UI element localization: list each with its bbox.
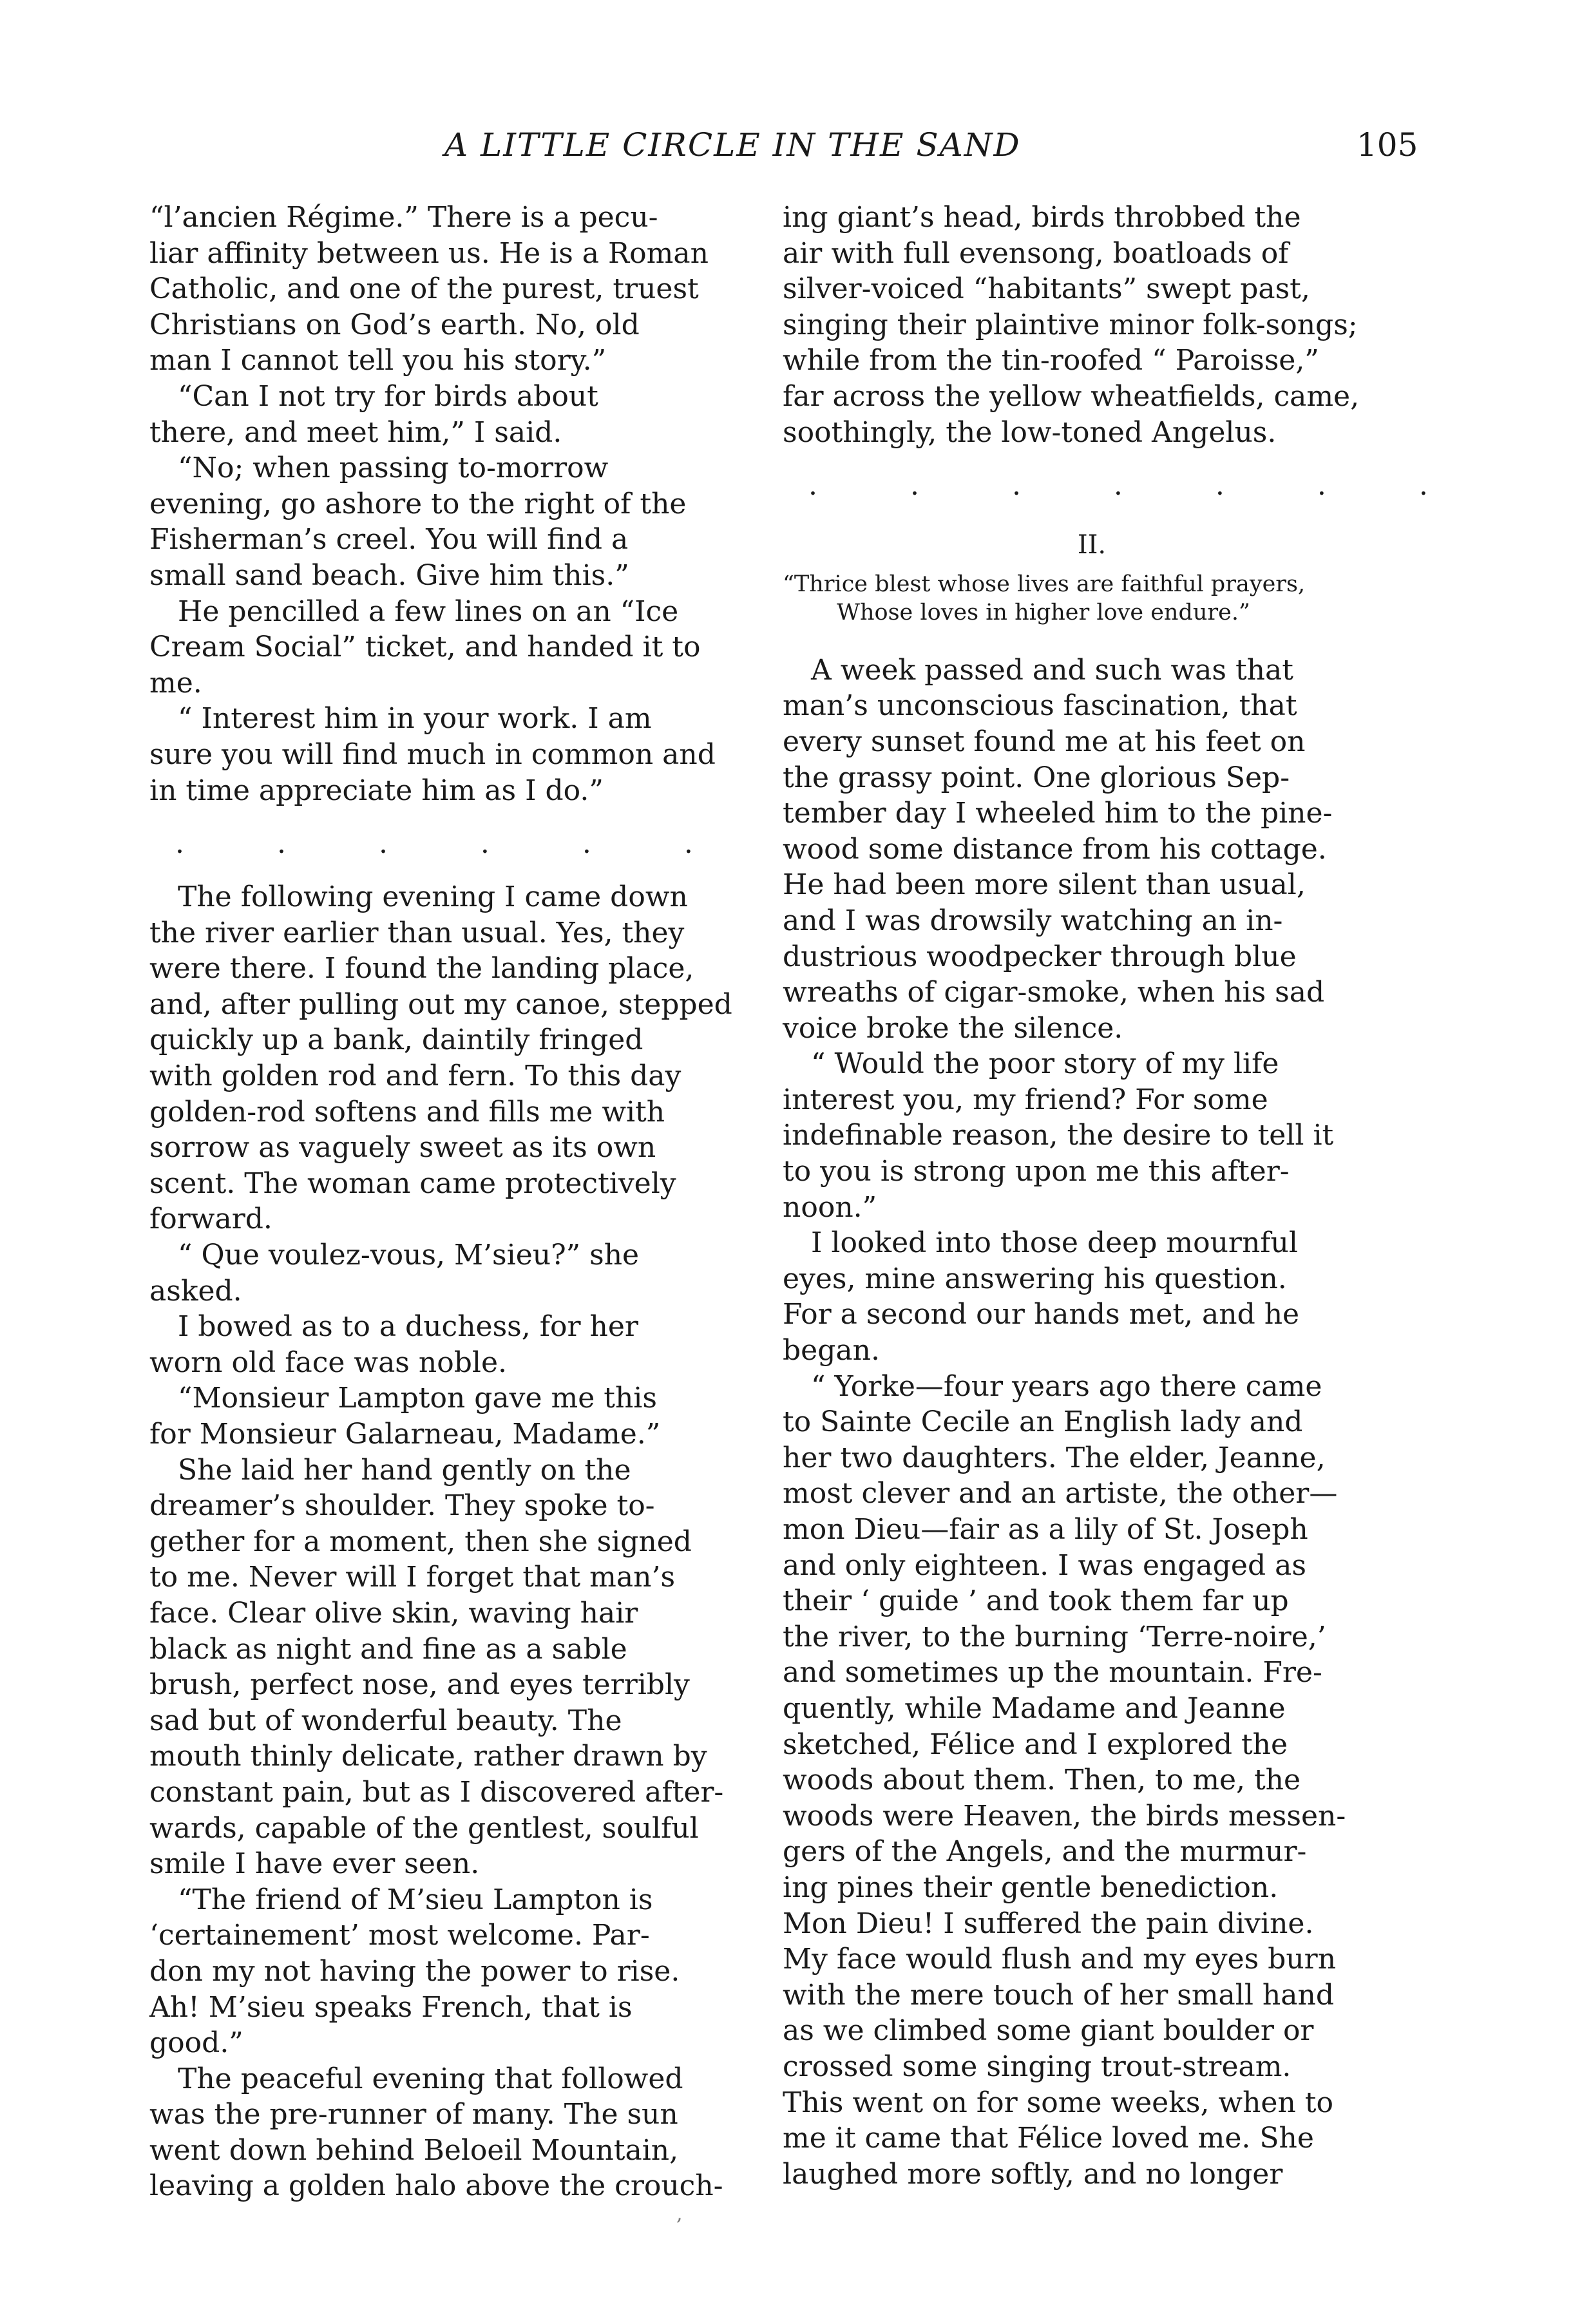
text-line: began. bbox=[783, 1334, 880, 1367]
text-line: in time appreciate him as I do.” bbox=[149, 774, 604, 807]
text-line: Ah! M’sieu speaks French, that is bbox=[149, 1990, 633, 2024]
text-line: wards, capable of the gentlest, soulful bbox=[149, 1811, 699, 1845]
text-line: ‘certainement’ most welcome. Par- bbox=[149, 1919, 650, 1952]
text-line: wood some distance from his cottage. bbox=[783, 832, 1327, 866]
text-line: mouth thinly delicate, rather drawn by bbox=[149, 1740, 707, 1773]
paragraph bbox=[149, 1380, 761, 1452]
text-line: The following evening I came down bbox=[178, 881, 688, 914]
text-line: The peaceful evening that followed bbox=[178, 2062, 683, 2095]
text-line: “l’ancien Régime.” There is a pecu- bbox=[149, 201, 658, 234]
epigraph bbox=[783, 570, 1401, 627]
text-line: her two daughters. The elder, Jeanne, bbox=[783, 1441, 1326, 1474]
text-line: quickly up a bank, daintily fringed bbox=[149, 1024, 643, 1057]
text-line: brush, perfect nose, and eyes terribly bbox=[149, 1668, 690, 1702]
paragraph bbox=[149, 200, 761, 379]
text-line: to Sainte Cecile an English lady and bbox=[783, 1405, 1303, 1439]
paragraph bbox=[783, 652, 1401, 1047]
section-break-dots: . . . . . . bbox=[175, 827, 725, 861]
text-line: noon.” bbox=[783, 1190, 877, 1224]
text-line: far across the yellow wheatfields, came, bbox=[783, 379, 1360, 413]
text-line: He pencilled a few lines on an “Ice bbox=[178, 595, 679, 628]
epigraph-line: “Thrice blest whose lives are faithful prayers, bbox=[783, 571, 1306, 597]
text-line: with golden rod and fern. To this day bbox=[149, 1060, 681, 1093]
text-line: mon Dieu—fair as a lily of St. Joseph bbox=[783, 1513, 1308, 1546]
text-line: most clever and an artiste, the other— bbox=[783, 1477, 1338, 1510]
text-line: “Can I not try for birds about bbox=[178, 379, 598, 413]
text-line: tember day I wheeled him to the pine- bbox=[783, 797, 1333, 830]
text-line: sad but of wonderful beauty. The bbox=[149, 1704, 622, 1737]
text-line: He had been more silent than usual, bbox=[783, 868, 1306, 902]
paragraph bbox=[149, 1452, 761, 1882]
text-line: sketched, Félice and I explored the bbox=[783, 1728, 1288, 1761]
paragraph bbox=[149, 701, 761, 808]
paragraph bbox=[783, 200, 1401, 450]
text-line: the river, to the burning ‘Terre-noire,’ bbox=[783, 1620, 1326, 1653]
running-title: A LITTLE CIRCLE IN THE SAND bbox=[444, 126, 1021, 164]
paragraph bbox=[783, 1225, 1401, 1368]
text-line: leaving a golden halo above the crouch- bbox=[149, 2169, 723, 2203]
text-line: while from the tin-roofed “ Paroisse,” bbox=[783, 344, 1319, 377]
text-line: silver-voiced “habitants” swept past, bbox=[783, 272, 1310, 306]
text-line: liar affinity between us. He is a Roman bbox=[149, 236, 709, 270]
text-line: woods about them. Then, to me, the bbox=[783, 1764, 1301, 1797]
text-line: golden-rod softens and fills me with bbox=[149, 1095, 665, 1129]
text-line: I looked into those deep mournful bbox=[811, 1226, 1298, 1260]
text-line: soothingly, the low-toned Angelus. bbox=[783, 415, 1277, 449]
text-line: gers of the Angels, and the murmur- bbox=[783, 1835, 1307, 1869]
epigraph-line: Whose loves in higher love endure.” bbox=[837, 599, 1250, 625]
text-line: me it came that Félice loved me. She bbox=[783, 2122, 1314, 2155]
paragraph bbox=[783, 1046, 1401, 1225]
text-line: laughed more softly, and no longer bbox=[783, 2157, 1283, 2191]
text-line: singing their plaintive minor folk-songs; bbox=[783, 308, 1358, 341]
text-line: sure you will find much in common and bbox=[149, 738, 716, 771]
text-line: evening, go ashore to the right of the bbox=[149, 487, 687, 520]
text-line: Cream Social” ticket, and handed it to bbox=[149, 631, 701, 664]
text-line: Christians on God’s earth. No, old bbox=[149, 308, 640, 341]
paragraph bbox=[149, 1237, 761, 1309]
text-line: good.” bbox=[149, 2026, 243, 2060]
text-line: and only eighteen. I was engaged as bbox=[783, 1548, 1306, 1582]
text-line: I bowed as to a duchess, for her bbox=[178, 1310, 638, 1344]
text-line: “ Que voulez-vous, M’sieu?” she bbox=[178, 1239, 640, 1272]
text-line: ing giant’s head, birds throbbed the bbox=[783, 201, 1301, 234]
text-line: “Monsieur Lampton gave me this bbox=[178, 1382, 657, 1415]
text-line: dreamer’s shoulder. They spoke to- bbox=[149, 1489, 655, 1523]
paragraph bbox=[149, 2061, 761, 2204]
text-line: indefinable reason, the desire to tell it bbox=[783, 1119, 1334, 1152]
text-line: eyes, mine answering his question. bbox=[783, 1262, 1287, 1295]
paragraph bbox=[149, 379, 761, 450]
text-line: asked. bbox=[149, 1274, 242, 1308]
text-line: and, after pulling out my canoe, stepped bbox=[149, 987, 732, 1021]
text-line: “ Interest him in your work. I am bbox=[178, 702, 652, 736]
right-column bbox=[783, 200, 1460, 2192]
text-line: ing pines their gentle benediction. bbox=[783, 1871, 1279, 1904]
paragraph bbox=[149, 1309, 761, 1380]
text-line: gether for a moment, then she signed bbox=[149, 1525, 692, 1558]
text-line: voice broke the silence. bbox=[783, 1011, 1123, 1045]
text-line: was the pre-runner of many. The sun bbox=[149, 2098, 678, 2131]
paragraph bbox=[783, 1369, 1401, 2193]
text-line: man’s unconscious fascination, that bbox=[783, 689, 1297, 723]
text-line: She laid her hand gently on the bbox=[178, 1453, 631, 1487]
text-line: to you is strong upon me this after- bbox=[783, 1155, 1290, 1188]
text-line: constant pain, but as I discovered after- bbox=[149, 1775, 724, 1809]
text-line: Mon Dieu! I suffered the pain divine. bbox=[783, 1907, 1314, 1940]
section-number: II. bbox=[1077, 530, 1107, 560]
text-line: were there. I found the landing place, bbox=[149, 952, 694, 986]
text-line: forward. bbox=[149, 1203, 272, 1236]
text-line: for Monsieur Galarneau, Madame.” bbox=[149, 1418, 661, 1451]
text-line: there, and meet him,” I said. bbox=[149, 415, 562, 449]
text-line: worn old face was noble. bbox=[149, 1346, 507, 1379]
text-line: small sand beach. Give him this.” bbox=[149, 558, 629, 592]
section-break-dots: . . . . . . . bbox=[808, 469, 1460, 502]
text-line: For a second our hands met, and he bbox=[783, 1298, 1300, 1331]
text-line: sorrow as vaguely sweet as its own bbox=[149, 1131, 656, 1165]
left-column bbox=[149, 200, 761, 2204]
text-line: My face would flush and my eyes burn bbox=[783, 1943, 1337, 1976]
text-line: A week passed and such was that bbox=[811, 653, 1293, 687]
text-line: smile I have ever seen. bbox=[149, 1847, 480, 1881]
text-line: This went on for some weeks, when to bbox=[783, 2086, 1333, 2119]
text-line: don my not having the power to rise. bbox=[149, 1954, 680, 1988]
text-line: the river earlier than usual. Yes, they bbox=[149, 916, 685, 949]
text-line: black as night and fine as a sable bbox=[149, 1632, 627, 1666]
text-line: Fisherman’s creel. You will find a bbox=[149, 523, 629, 557]
text-line: “No; when passing to-morrow bbox=[178, 452, 609, 485]
text-line: the grassy point. One glorious Sep- bbox=[783, 761, 1290, 794]
text-line: and sometimes up the mountain. Fre- bbox=[783, 1656, 1322, 1690]
text-line: wreaths of cigar-smoke, when his sad bbox=[783, 976, 1325, 1009]
text-line: “ Would the poor story of my life bbox=[811, 1047, 1279, 1081]
text-line: and I was drowsily watching an in- bbox=[783, 904, 1283, 937]
text-line: “ Yorke—four years ago there came bbox=[811, 1369, 1322, 1403]
text-line: “The friend of M’sieu Lampton is bbox=[178, 1883, 653, 1916]
stray-mark: , bbox=[676, 2203, 683, 2225]
paragraph bbox=[149, 594, 761, 701]
paragraph bbox=[149, 1882, 761, 2061]
text-line: Catholic, and one of the purest, truest bbox=[149, 272, 699, 306]
text-line: woods were Heaven, the birds messen- bbox=[783, 1799, 1346, 1833]
text-line: to me. Never will I forget that man’s bbox=[149, 1561, 676, 1594]
text-line: went down behind Beloeil Mountain, bbox=[149, 2133, 679, 2167]
text-line: quently, while Madame and Jeanne bbox=[783, 1691, 1286, 1725]
paragraph bbox=[149, 879, 761, 1237]
text-line: their ‘ guide ’ and took them far up bbox=[783, 1585, 1289, 1618]
text-line: air with full evensong, boatloads of bbox=[783, 236, 1289, 270]
text-line: man I cannot tell you his story.” bbox=[149, 344, 607, 377]
text-line: interest you, my friend? For some bbox=[783, 1083, 1268, 1116]
text-line: as we climbed some giant boulder or bbox=[783, 2014, 1314, 2048]
paragraph bbox=[149, 450, 761, 593]
text-line: scent. The woman came protectively bbox=[149, 1167, 676, 1200]
text-line: face. Clear olive skin, waving hair bbox=[149, 1596, 638, 1630]
text-line: every sunset found me at his feet on bbox=[783, 725, 1306, 758]
page-number: 105 bbox=[1357, 126, 1418, 164]
text-line: me. bbox=[149, 666, 202, 700]
text-line: dustrious woodpecker through blue bbox=[783, 940, 1297, 973]
text-line: with the mere touch of her small hand bbox=[783, 1978, 1334, 2012]
text-line: crossed some singing trout-stream. bbox=[783, 2050, 1291, 2083]
